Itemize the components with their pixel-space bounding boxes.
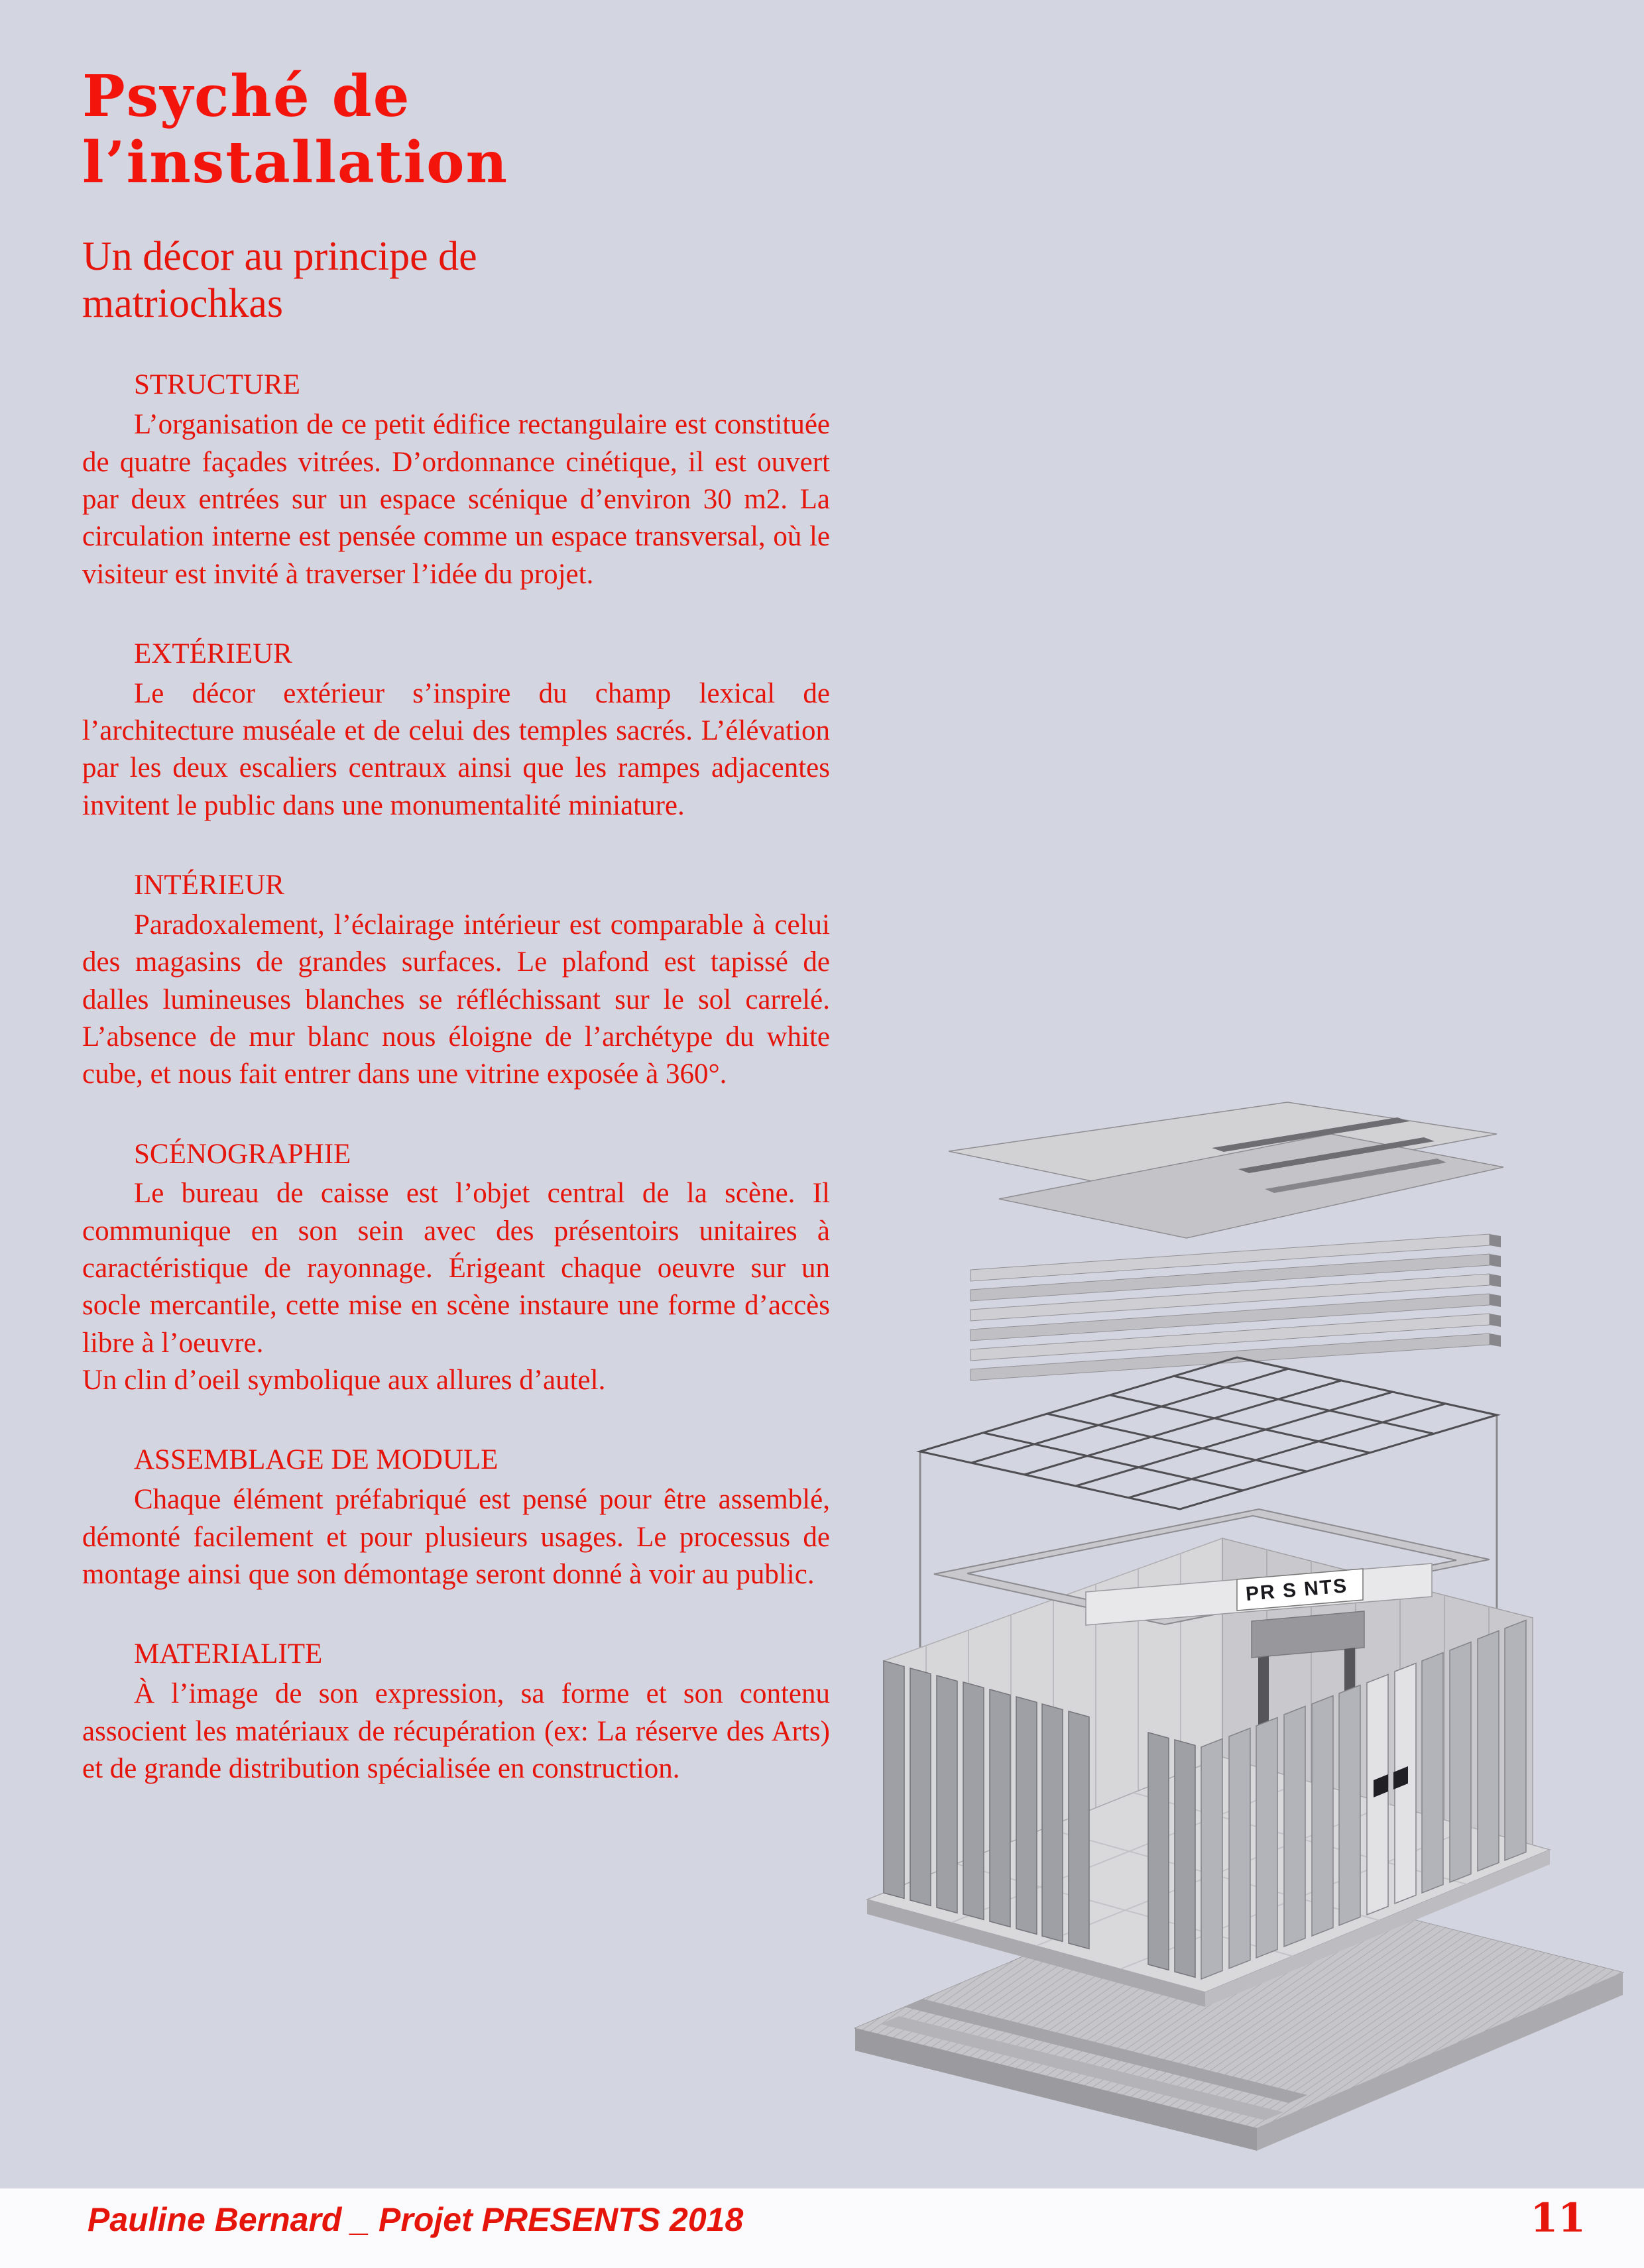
section-body: Le décor extérieur s’inspire du champ lexical de l’architecture muséale et de celui des temples sacrés. L’élévation par les deux escaliers centraux ainsi que les rampes adjacentes invitent le public dans une monumentalité miniature. xyxy=(82,677,830,821)
section-heading: MATERIALITE xyxy=(134,1638,323,1670)
roof-panels xyxy=(949,1102,1503,1238)
section-interieur xyxy=(82,867,830,1094)
page-subtitle xyxy=(82,233,830,329)
presents-sign-text: PR S NTS xyxy=(1244,1575,1349,1605)
section-body: Le bureau de caisse est l’objet central de la scène. Il communique en son sein avec des présentoirs unitaires à caractéristique de rayonnage. Érigeant chaque oeuvre sur un socle mercantile, cette mise en scène instaure une forme d’accès libre à l’oeuvre. xyxy=(82,1178,830,1359)
section-body: Chaque élément préfabriqué est pensé pour être assemblé, démonté facilement et pour plusieurs usages. Le processus de montage ainsi que son démontage seront donné à voir au public. xyxy=(82,1484,830,1590)
text-column xyxy=(82,64,830,1830)
footer-credit: Pauline Bernard _ Projet PRESENTS 2018 xyxy=(88,2201,744,2238)
section-scenographie xyxy=(82,1136,830,1400)
pavilion-exploded-axonometric-illustration xyxy=(841,1091,1639,2178)
sections xyxy=(82,367,830,1787)
section-body: À l’image de son expression, sa forme et son contenu associent les matériaux de récupération (ex: La réserve des Arts) et de grande distribution spécialisée en construction. xyxy=(82,1678,830,1784)
section-body: L’organisation de ce petit édifice rectangulaire est constituée de quatre façades vitrées. D’ordonnance cinétique, il est ouvert par deux entrées sur un espace scénique d’environ 30 m2. La circulation interne est pensée comme un espace transversal, où le visiteur est invité à traverser l’idée du projet. xyxy=(82,409,830,590)
section-assemblage xyxy=(82,1442,830,1593)
section-heading: EXTÉRIEUR xyxy=(134,638,292,669)
section-heading: ASSEMBLAGE DE MODULE xyxy=(134,1444,499,1476)
page-subtitle-line1: Un décor au principe de xyxy=(82,233,477,279)
page-title-line1: Psyché de xyxy=(82,63,411,130)
page-subtitle-line2: matriochkas xyxy=(82,281,284,327)
section-exterieur xyxy=(82,636,830,824)
ceiling-grid xyxy=(920,1357,1497,1509)
section-body-line2: Un clin d’oeil symbolique aux allures d’autel. xyxy=(82,1365,606,1396)
section-heading: STRUCTURE xyxy=(134,369,300,401)
section-heading: SCÉNOGRAPHIE xyxy=(134,1138,351,1170)
page-title xyxy=(82,64,830,196)
page-title-line2: l’installation xyxy=(82,129,509,196)
section-heading: INTÉRIEUR xyxy=(134,870,284,901)
section-structure xyxy=(82,367,830,593)
section-body: Paradoxalement, l’éclairage intérieur est comparable à celui des magasins de grandes surfaces. Le plafond est tapissé de dalles lumineuses blanches se réfléchissant sur le sol carrelé. L’absence de mur blanc nous éloigne de l’archétype du white cube, et nous fait entrer dans une vitrine exposée à 360°. xyxy=(82,909,830,1090)
page-number: 11 xyxy=(1530,2195,1586,2241)
section-materialite xyxy=(82,1636,830,1787)
